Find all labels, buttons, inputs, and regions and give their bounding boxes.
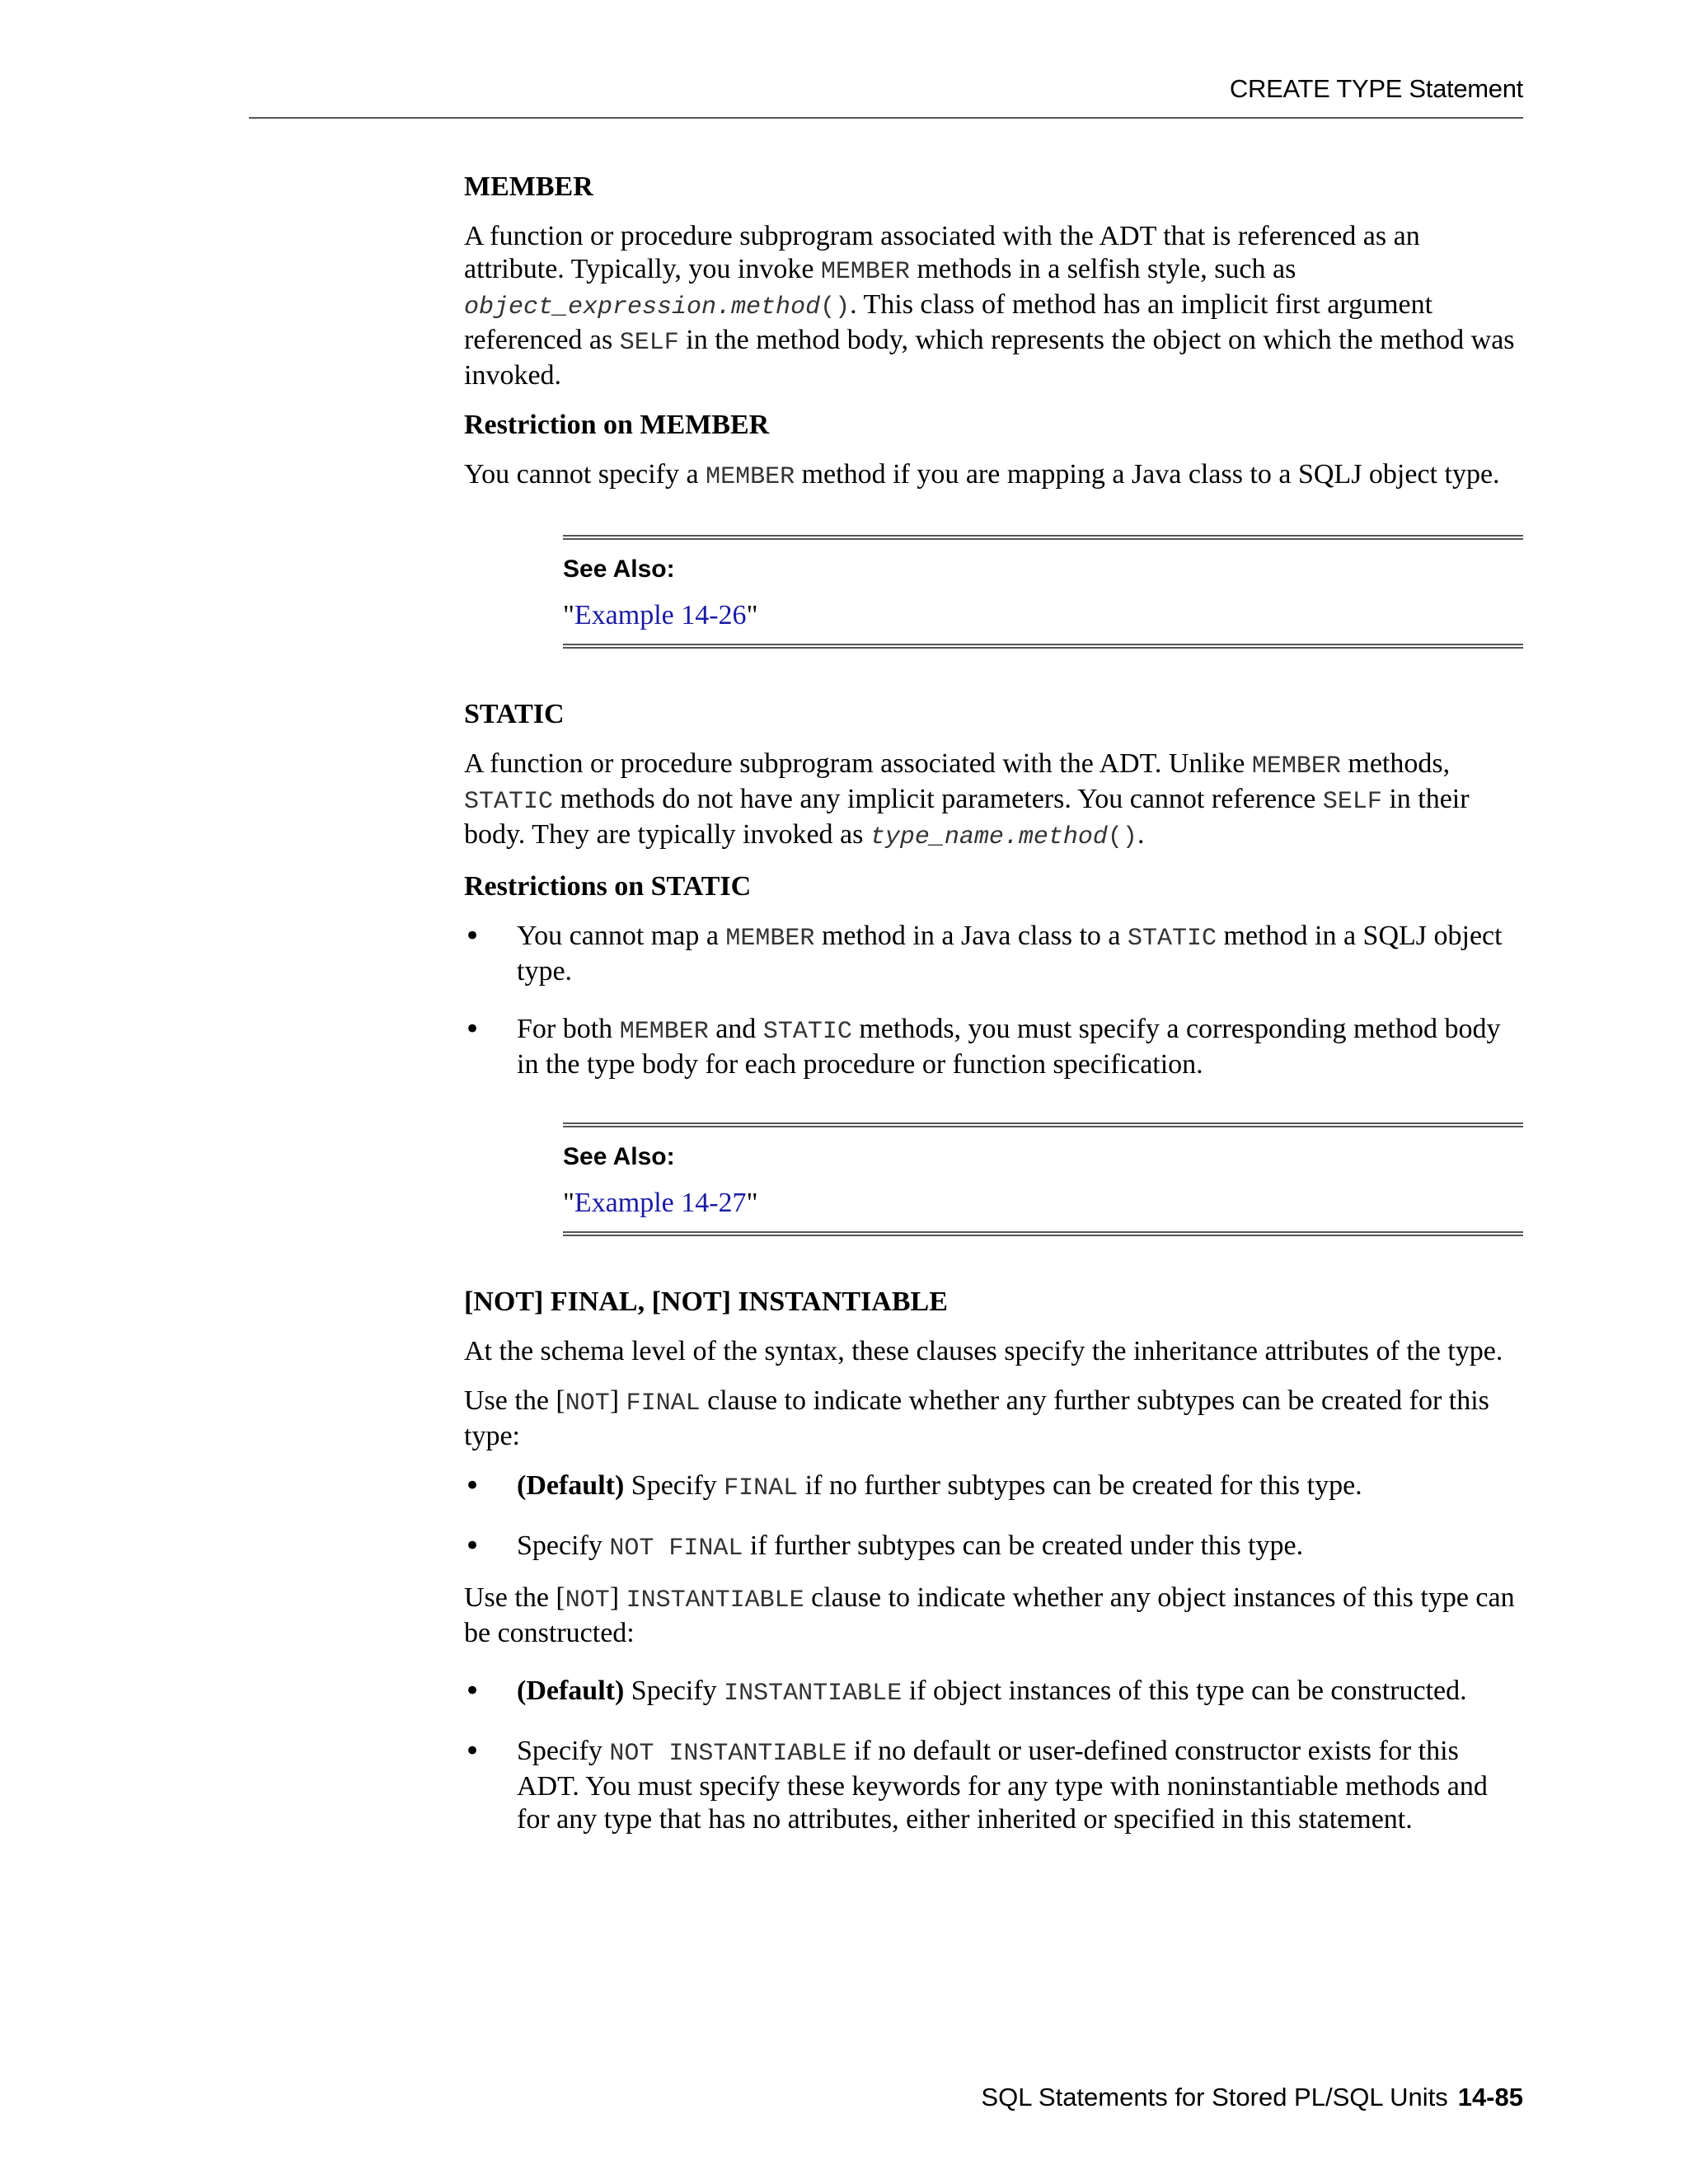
- see-also-label: See Also:: [563, 555, 675, 583]
- see-also-box-1: [563, 535, 1523, 649]
- page-number: 14-85: [1457, 2083, 1523, 2111]
- see-also-box-2: [563, 1122, 1523, 1236]
- see-also-label: See Also:: [563, 1143, 675, 1170]
- example-14-27-link[interactable]: Example 14-27: [574, 1188, 747, 1218]
- final-clause-text: Use the [NOT] FINAL clause to indicate whether any further subtypes can be created for this type:: [464, 1385, 1489, 1451]
- member-description: A function or procedure subprogram associated with the ADT that is referenced as an attribute. Typically, you invoke MEMBER methods in a selfish style, such as object_expression.method(). This class of method has an implicit first argument referenced as SELF in the method body, which represents the object on which the method was invoked.: [464, 221, 1515, 391]
- final-list: [464, 1469, 1523, 1565]
- list-item: • Specify NOT FINAL if further subtypes can be created under this type.: [464, 1530, 1523, 1565]
- running-header: CREATE TYPE Statement: [1229, 74, 1523, 103]
- static-heading: STATIC: [464, 699, 565, 729]
- final-instantiable-heading: [NOT] FINAL, [NOT] INSTANTIABLE: [464, 1286, 948, 1317]
- final-intro: At the schema level of the syntax, these clauses specify the inheritance attributes of the type.: [464, 1336, 1503, 1366]
- static-restrictions-heading: Restrictions on STATIC: [464, 871, 752, 902]
- see-also-link-line: "Example 14-27": [563, 1188, 758, 1218]
- example-14-26-link[interactable]: Example 14-26: [574, 600, 747, 630]
- header-rule: [249, 117, 1523, 119]
- member-heading: MEMBER: [464, 171, 593, 202]
- static-description: A function or procedure subprogram associated with the ADT. Unlike MEMBER methods, STATIC methods do not have any implicit parameters. You cannot reference SELF in their body. They are typically invoked as type_name.method().: [464, 748, 1470, 851]
- page-body: [464, 171, 1523, 1861]
- list-item: • Specify NOT INSTANTIABLE if no default or user-defined constructor exists for this ADT. You must specify these keywords for any type with noninstantiable methods and for any type that has no attributes, either inherited or specified in this statement.: [464, 1735, 1523, 1836]
- list-item: • You cannot map a MEMBER method in a Java class to a STATIC method in a SQLJ object type.: [464, 920, 1523, 988]
- member-restriction-heading: Restriction on MEMBER: [464, 410, 770, 440]
- footer-title: SQL Statements for Stored PL/SQL Units: [981, 2083, 1448, 2111]
- see-also-link-line: "Example 14-26": [563, 600, 758, 630]
- list-item: • (Default) Specify INSTANTIABLE if object instances of this type can be constructed.: [464, 1675, 1523, 1710]
- list-item: • (Default) Specify FINAL if no further subtypes can be created for this type.: [464, 1469, 1523, 1505]
- static-restrictions-list: [464, 920, 1523, 1081]
- member-restriction-text: You cannot specify a MEMBER method if you are mapping a Java class to a SQLJ object type.: [464, 459, 1500, 491]
- instantiable-clause-text: Use the [NOT] INSTANTIABLE clause to indicate whether any object instances of this type can be constructed:: [464, 1582, 1515, 1648]
- page-footer: [981, 2083, 1523, 2112]
- instantiable-list: [464, 1675, 1523, 1836]
- list-item: • For both MEMBER and STATIC methods, you must specify a corresponding method body in the type body for each procedure or function specification.: [464, 1013, 1523, 1081]
